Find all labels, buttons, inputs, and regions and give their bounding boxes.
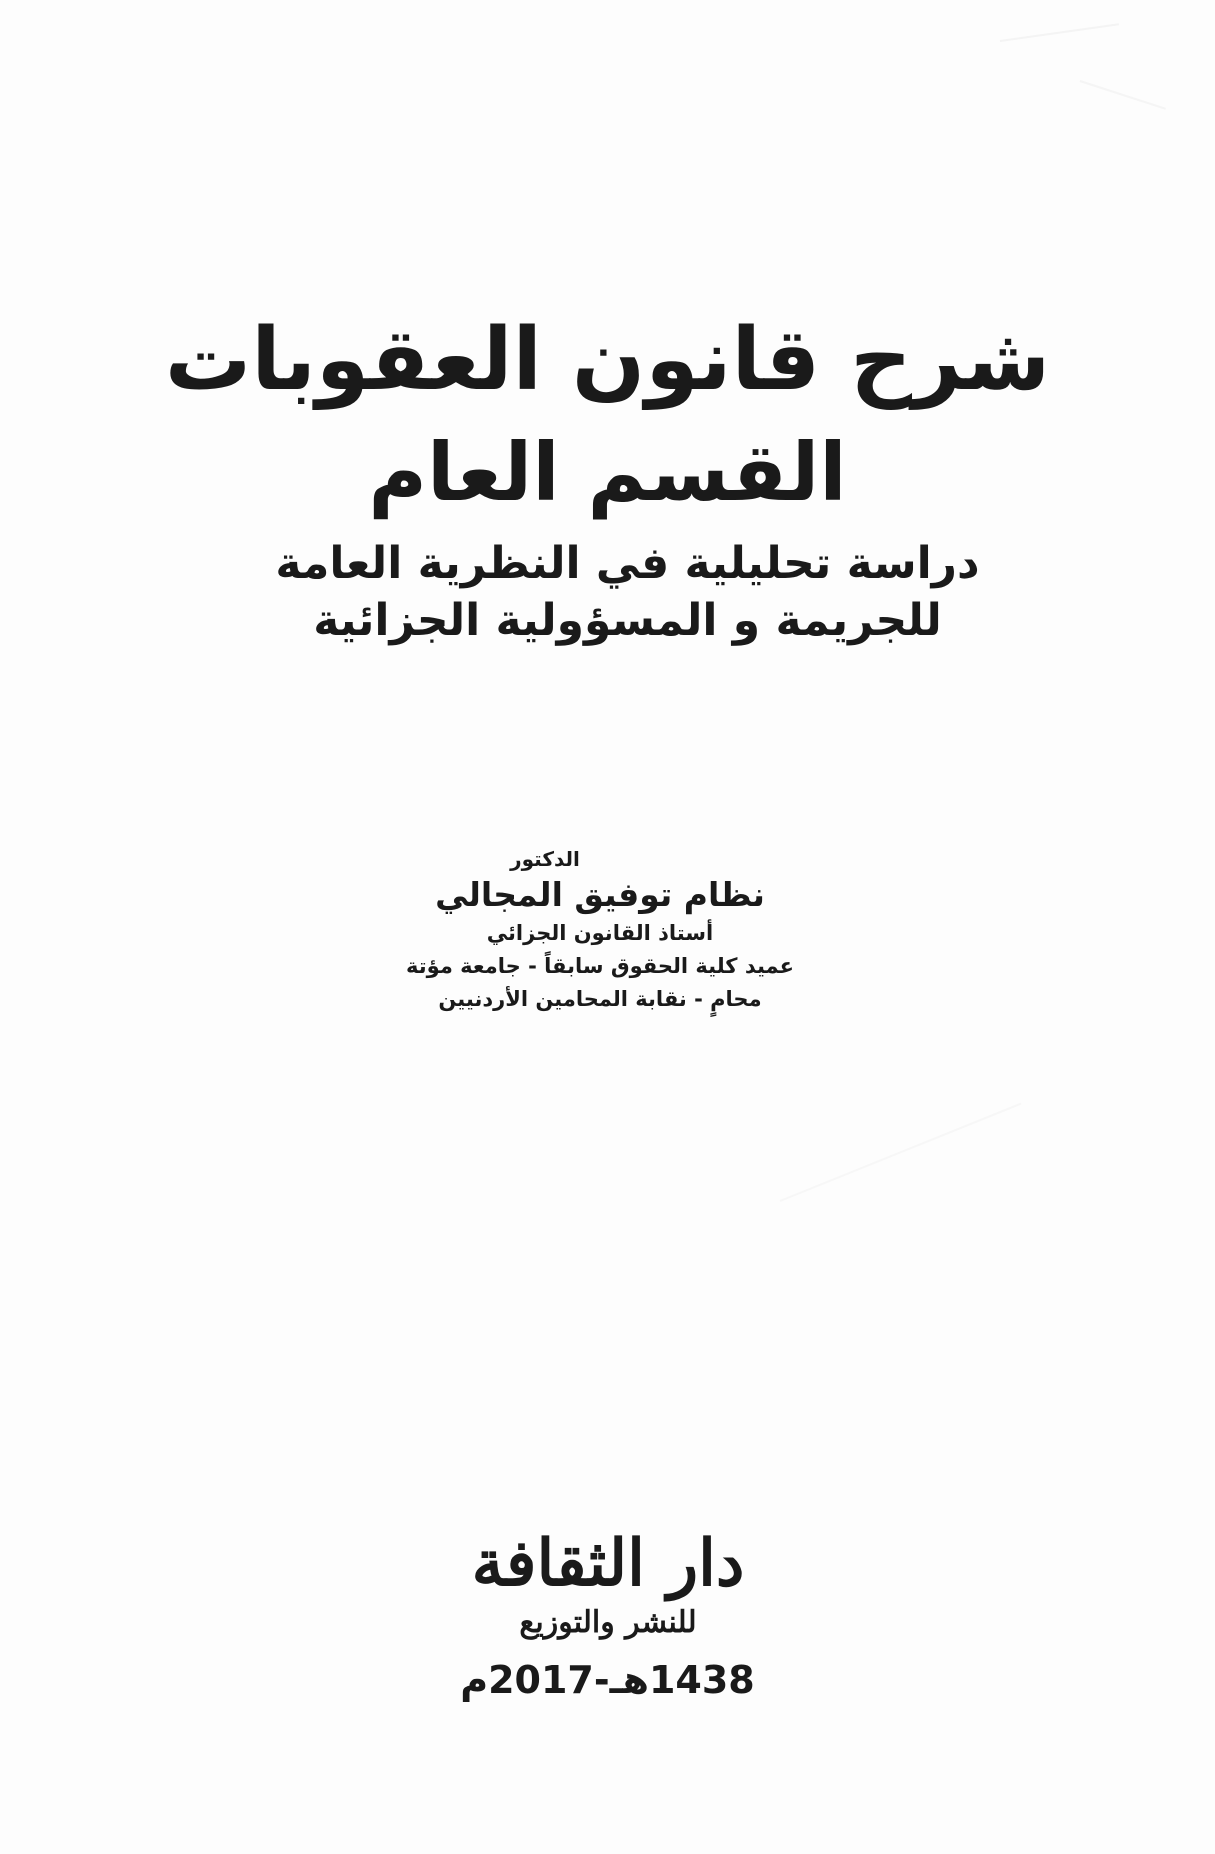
author-position-3: محامٍ - نقابة المحامين الأردنيين [438, 987, 762, 1011]
scan-mark [1000, 23, 1119, 42]
author-position-1: أستاذ القانون الجزائي [486, 921, 714, 945]
publisher-logo [471, 1500, 744, 1650]
publisher-subtitle: للنشر والتوزيع [518, 1605, 697, 1640]
book-subtitle-line-2: للجريمة و المسؤولية الجزائية [313, 595, 942, 646]
book-section-title: القسم العام [368, 426, 847, 519]
author-title: الدكتور [510, 847, 580, 871]
publication-year: 1438هـ-2017م [460, 1658, 755, 1702]
scan-mark [1080, 80, 1166, 110]
publisher-name: دار الثقافة [471, 1526, 744, 1601]
scan-mark [780, 1103, 1022, 1202]
author-position-2: عميد كلية الحقوق سابقاً - جامعة مؤتة [406, 954, 794, 978]
publisher-block [450, 1500, 765, 1706]
book-subtitle-line-1: دراسة تحليلية في النظرية العامة [275, 538, 980, 589]
author-name: نظام توفيق المجالي [435, 875, 765, 914]
author-block [300, 845, 900, 1016]
book-title: شرح قانون العقوبات [164, 310, 1051, 410]
